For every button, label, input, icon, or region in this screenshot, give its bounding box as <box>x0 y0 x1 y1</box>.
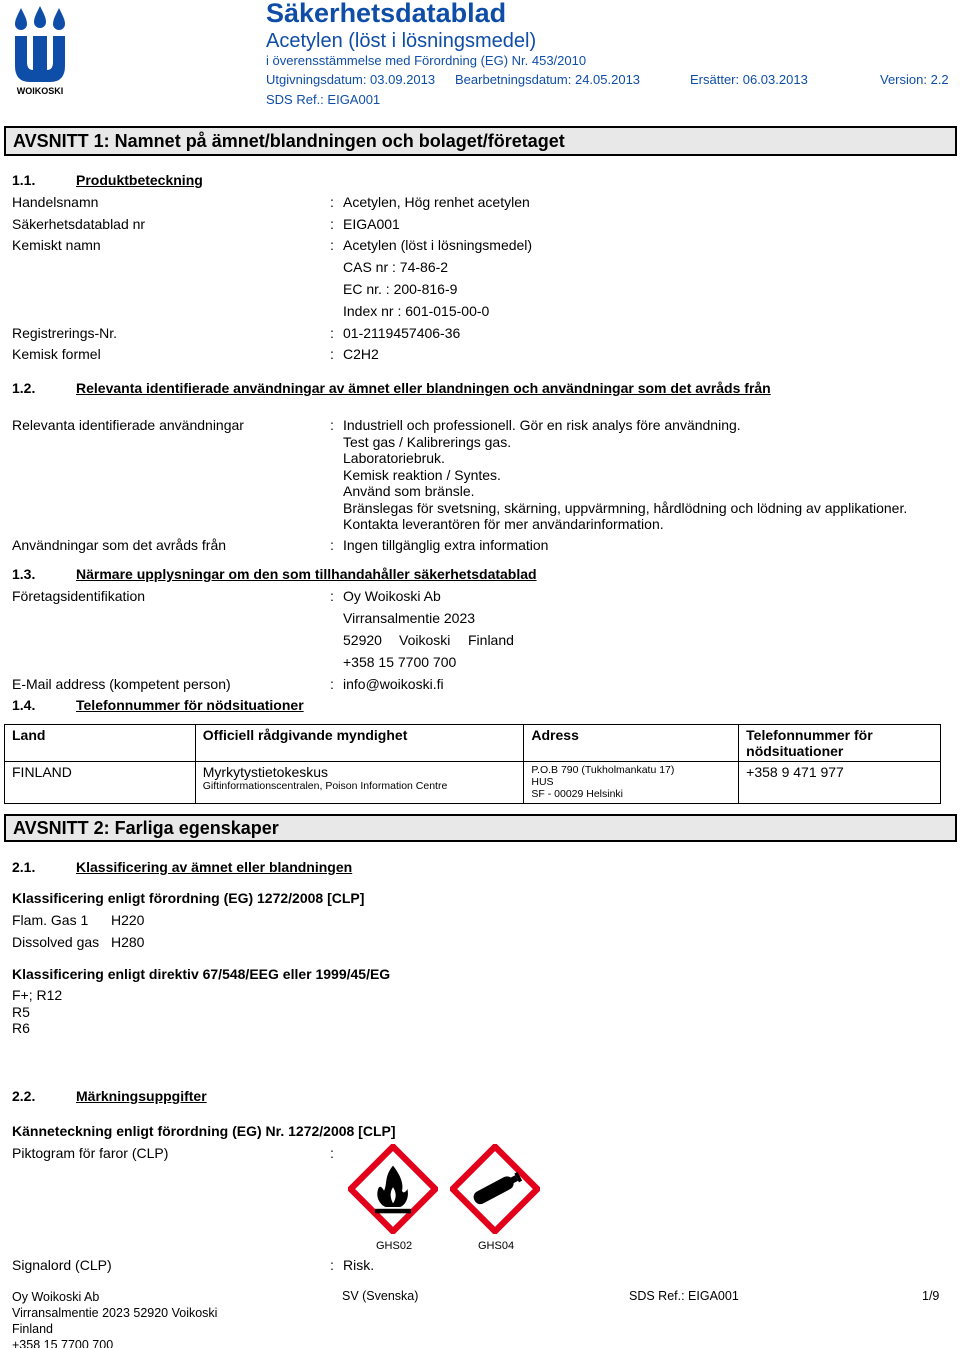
colon: : <box>330 194 334 210</box>
table-cell-phone: +358 9 471 977 <box>739 762 941 804</box>
clp-code: H220 <box>111 912 145 928</box>
colon: : <box>330 325 334 341</box>
footer-country: Finland <box>12 1322 53 1336</box>
table-cell-authority: Myrkytystietokeskus Giftinformationscentralen, Poison Information Centre <box>195 762 524 804</box>
footer-company: Oy Woikoski Ab <box>12 1290 100 1304</box>
chem-name-label: Kemiskt namn <box>12 237 101 253</box>
directive-item: R5 <box>12 1003 30 1020</box>
company-country: Finland <box>468 632 514 648</box>
company-zip: 52920 <box>343 632 382 648</box>
woikoski-logo <box>12 4 68 96</box>
table-header: Adress <box>524 725 739 762</box>
advised-against-value: Ingen tillgänglig extra information <box>343 537 549 553</box>
table-header: Land <box>5 725 196 762</box>
ec-number: EC nr. : 200-816-9 <box>343 281 458 297</box>
use-item: Kontakta leverantören för mer användarinformation. <box>343 516 664 532</box>
flame-icon <box>348 1144 438 1234</box>
uses-label: Relevanta identifierade användningar <box>12 417 244 433</box>
sds-no-label: Säkerhetsdatablad nr <box>12 216 146 232</box>
subsection-1-4: 1.4. Telefonnummer för nödsituationer <box>12 697 304 713</box>
chem-name-value: Acetylen (löst i lösningsmedel) <box>343 237 533 253</box>
colon: : <box>330 1145 334 1161</box>
subsection-2-2: 2.2. Märkningsuppgifter <box>12 1088 207 1104</box>
reg-label: Registrerings-Nr. <box>12 325 118 341</box>
clp-code: H280 <box>111 934 145 950</box>
directive-heading: Klassificering enligt direktiv 67/548/EEG eller 1999/45/EG <box>12 966 391 982</box>
company-name: Oy Woikoski Ab <box>343 588 441 604</box>
directive-item: R6 <box>12 1020 30 1036</box>
sds-no-value: EIGA001 <box>343 216 400 232</box>
table-header: Telefonnummer för nödsituationer <box>739 725 941 762</box>
footer-company-block <box>12 1289 217 1348</box>
version: Version: 2.2 <box>880 72 949 87</box>
use-item: Industriell och professionell. Gör en risk analys före användning. <box>343 417 741 433</box>
reg-value: 01-2119457406-36 <box>343 325 461 341</box>
company-street: Virransalmentie 2023 <box>343 610 476 626</box>
issue-date: Utgivningsdatum: 03.09.2013 <box>266 72 436 87</box>
colon: : <box>330 237 334 253</box>
label-heading: Känneteckning enligt förordning (EG) Nr. 1272/2008 [CLP] <box>12 1123 396 1139</box>
table-header: Officiell rådgivande myndighet <box>195 725 524 762</box>
revision-date: Bearbetningsdatum: 24.05.2013 <box>455 72 641 87</box>
company-label: Företagsidentifikation <box>12 588 146 604</box>
table-row <box>5 762 941 804</box>
product-name: Acetylen (löst i lösningsmedel) <box>266 30 537 52</box>
clp-heading: Klassificering enligt förordning (EG) 1272/2008 [CLP] <box>12 890 365 906</box>
advised-against-label: Användningar som det avråds från <box>12 537 227 553</box>
footer-address: Virransalmentie 2023 52920 Voikoski <box>12 1306 218 1320</box>
index-number: Index nr : 601-015-00-0 <box>343 303 490 319</box>
clp-class: Flam. Gas 1 <box>12 912 89 928</box>
clp-class: Dissolved gas <box>12 934 100 950</box>
signal-word-value: Risk. <box>343 1257 375 1273</box>
table-cell-country: FINLAND <box>5 762 196 804</box>
colon: : <box>330 1257 334 1273</box>
sds-ref: SDS Ref.: EIGA001 <box>266 92 381 107</box>
company-city: Voikoski <box>399 632 451 648</box>
colon: : <box>330 588 334 604</box>
directive-list <box>12 987 62 1037</box>
logo-text: WOIKOSKI <box>16 86 64 96</box>
formula-value: C2H2 <box>343 346 379 362</box>
formula-label: Kemisk formel <box>12 346 101 362</box>
email-link[interactable]: info@woikoski.fi <box>343 676 444 692</box>
footer-page-number: 1/9 <box>922 1289 940 1303</box>
colon: : <box>330 676 334 692</box>
colon: : <box>330 216 334 232</box>
email-label: E-Mail address (kompetent person) <box>12 676 231 692</box>
table-cell-address: P.O.B 790 (Tukholmankatu 17) HUS SF - 00029 Helsinki <box>524 762 739 804</box>
supersedes-date: Ersätter: 06.03.2013 <box>690 72 808 87</box>
uses-list <box>343 417 907 533</box>
colon: : <box>330 537 334 553</box>
use-item: Kemisk reaktion / Syntes. <box>343 466 501 483</box>
use-item: Laboratoriebruk. <box>343 450 445 466</box>
subsection-1-3: 1.3. Närmare upplysningar om den som tillhandahåller säkerhetsdatablad <box>12 566 537 582</box>
footer-sds-ref: SDS Ref.: EIGA001 <box>629 1289 739 1303</box>
section-2-title: AVSNITT 2: Farliga egenskaper <box>4 814 957 842</box>
section-1-title: AVSNITT 1: Namnet på ämnet/blandningen och bolaget/företaget <box>4 126 957 156</box>
colon: : <box>330 417 334 433</box>
use-item: Bränslegas för svetsning, skärning, uppvärmning, hårdlödning och lödning av applikationer. <box>343 499 908 516</box>
footer-phone: +358 15 7700 700 <box>12 1338 114 1348</box>
trade-name-label: Handelsnamn <box>12 194 99 210</box>
trade-name-value: Acetylen, Hög renhet acetylen <box>343 194 530 210</box>
signal-word-label: Signalord (CLP) <box>12 1257 112 1273</box>
regulation-text: i överensstämmelse med Förordning (EG) Nr. 453/2010 <box>266 53 587 68</box>
document-title: Säkerhetsdatablad <box>266 0 507 28</box>
subsection-1-1: 1.1. Produktbeteckning <box>12 172 203 188</box>
emergency-phone-table <box>4 724 941 804</box>
company-phone: +358 15 7700 700 <box>343 654 457 670</box>
subsection-1-2: 1.2. Relevanta identifierade användningar av ämnet eller blandningen och användningar som det avråds från <box>12 380 771 396</box>
colon: : <box>330 346 334 362</box>
use-item: Test gas / Kalibrerings gas. <box>343 433 512 450</box>
pictogram-label: Piktogram för faror (CLP) <box>12 1145 169 1161</box>
use-item: Använd som bränsle. <box>343 483 475 499</box>
gas-cylinder-icon <box>450 1144 540 1234</box>
footer-language: SV (Svenska) <box>342 1289 419 1303</box>
subsection-2-1: 2.1. Klassificering av ämnet eller blandningen <box>12 859 353 875</box>
cas-number: CAS nr : 74-86-2 <box>343 259 449 275</box>
table-header-row <box>5 725 941 762</box>
pictogram-code: GHS04 <box>478 1240 515 1252</box>
directive-item: F+; R12 <box>12 987 63 1003</box>
pictogram-code: GHS02 <box>376 1240 413 1252</box>
